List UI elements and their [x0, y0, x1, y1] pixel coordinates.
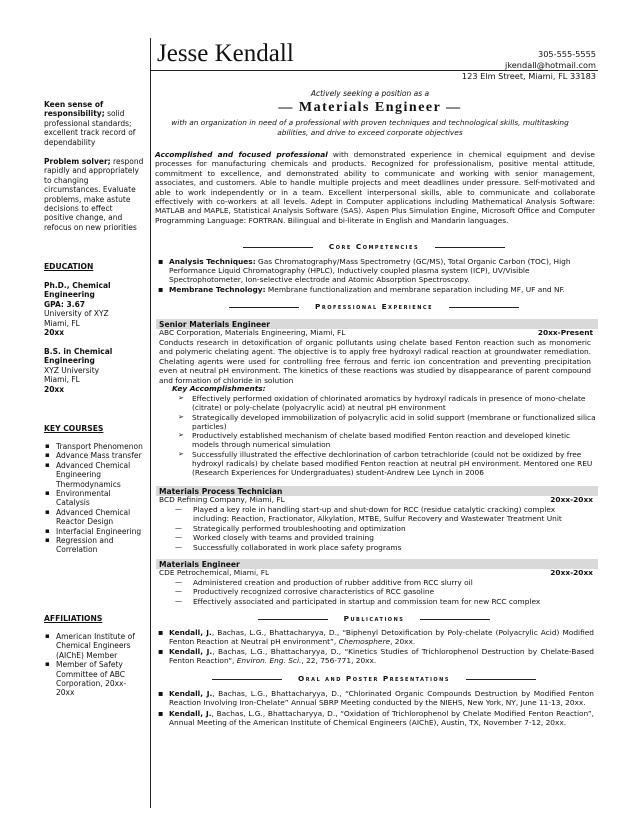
list-item: ▪ Transport Phenomenon — [44, 442, 144, 451]
list-item: ▪ Kendall, J., Bachas, L.G., Bhattacharyya, D., “Oxidation of Trichlorophenol by Chelate Modified Fenton Reaction”, Annual Meeting of the American Institute of Chemical Engineers (AIChE), Austin, TX, November 7-12, 20xx. — [158, 709, 594, 728]
list-item: ▪ Advanced Chemical Engineering Thermodynamics — [44, 461, 144, 489]
affiliation-list — [44, 632, 144, 698]
list-item: — Administered creation and production of rubber additive from RCC slurry oil — [175, 578, 593, 587]
job-company: ABC Corporation, Materials Engineering, Miami, FL 20xx-Present — [159, 328, 593, 337]
list-item: ▪ Advance Mass transfer — [44, 451, 144, 460]
list-item: ▪ Interfacial Engineering — [44, 527, 144, 536]
list-item: ▪ Advanced Chemical Reactor Design — [44, 508, 144, 527]
list-item: — Worked closely with teams and provided training — [175, 533, 593, 542]
phone: 305-555-5555 — [537, 49, 596, 59]
list-item: — Strategically performed troubleshooting and optimization — [175, 524, 593, 533]
job-dates: 20xx-Present — [537, 328, 593, 337]
accomplishment-list — [178, 394, 596, 478]
presentation-list — [158, 689, 594, 728]
duty-list — [175, 578, 593, 606]
section-heading-competencies: Core Competencies — [150, 242, 598, 251]
job-dates: 20xx-20xx — [550, 495, 593, 504]
objective-seeking: Actively seeking a position as a — [310, 89, 430, 98]
affiliations-heading: AFFILIATIONS — [44, 614, 103, 623]
list-item: ▪ Regression and Correlation — [44, 536, 144, 555]
list-item: ➢ Successfully illustrated the effective dechlorination of carbon tetrachloride (could not be oxidized by free hydroxyl radicals) by chelate based modified Fenton reaction at neutral pH environment. Mentored one REU (Research Experiences for Undergraduates) student-Andrew Lee Lynch in 2006 — [178, 450, 596, 478]
list-item: ▪ Member of Safety Committee of ABC Corporation, 20xx-20xx — [44, 660, 144, 698]
course-list — [44, 442, 144, 555]
summary-lead: Accomplished and focused professional — [155, 150, 328, 159]
education-heading: EDUCATION — [44, 262, 94, 271]
job-company: CDE Petrochemical, Miami, FL 20xx-20xx — [159, 568, 593, 577]
list-item: ▪ Kendall, J., Bachas, L.G., Bhattacharyya, D., “Biphenyl Detoxification by Poly-chelate (Polyacrylic Acid) Modified Fenton Reaction at Neutral pH environment”, Chemosphere, 20xx. — [158, 628, 594, 647]
duty-list — [175, 505, 593, 552]
trait-responsibility: Keen sense of responsibility; solid professional standards; excellent track record of dependability — [44, 100, 136, 147]
job-title: — Materials Engineer — — [278, 100, 462, 115]
job-description: Conducts research in detoxification of organic pollutants using chelate based Fenton reaction such as monomeric and polymeric chelating agent. The objective is to apply free hydroxyl radical reaction at groundwater remediation. Chelating agents were used for controlling free ferrous and ferric ion concentration and preventing precipitation even at neutral pH environment. The kinetics of these reactions was studied by disappearance of parent compound and formation of chloride in solution — [159, 338, 591, 385]
list-item: ➢ Effectively performed oxidation of chlorinated aromatics by hydroxyl radicals in presence of mono-chelate (citrate) or poly-chelate (polyacrylic acid) at neutral pH environment — [178, 394, 596, 413]
competency-list — [158, 257, 590, 294]
job-title-bar: Materials Engineer — [156, 559, 598, 569]
list-item: ▪ Kendall, J., Bachas, L.G., Bhattacharyya, D., “Chlorinated Organic Compounds Destruction by Modified Fenton Reaction Involving Iron-Chelate” Annual SBRP Meeting conducted by the NIEHS, New York, NY, June 11-13, 20xx. — [158, 689, 594, 708]
list-item: — Successfully collaborated in work place safety programs — [175, 543, 593, 552]
education-bs: B.S. in Chemical Engineering XYZ University Miami, FL 20xx — [44, 347, 113, 394]
section-heading-experience: Professional Experience — [150, 302, 598, 311]
objective-subtitle: with an organization in need of a professional with proven techniques and technological skills, multitasking abilities, and drive to exceed corporate objectives — [171, 118, 569, 137]
job-title-bar: Materials Process Technician — [156, 486, 598, 496]
job-company: BCD Refining Company, Miami, FL 20xx-20xx — [159, 495, 593, 504]
education-phd: Ph.D., Chemical Engineering GPA: 3.67 University of XYZ Miami, FL 20xx — [44, 281, 111, 338]
accomplishments-heading: Key Accomplishments: — [172, 384, 266, 393]
vertical-divider — [150, 38, 151, 808]
list-item: ▪ American Institute of Chemical Engineers (AIChE) Member — [44, 632, 144, 660]
professional-summary — [155, 150, 595, 225]
candidate-name: Jesse Kendall — [157, 40, 294, 67]
list-item: ➢ Productively established mechanism of chelate based modified Fenton reaction and developed kinetic models through numerical simulation — [178, 431, 596, 450]
courses-heading: KEY COURSES — [44, 424, 104, 433]
section-heading-publications: Publications — [150, 614, 598, 623]
list-item: — Effectively associated and participated in startup and commission team for new RCC complex — [175, 597, 593, 606]
publication-list — [158, 628, 594, 666]
address: 123 Elm Street, Miami, FL 33183 — [461, 71, 596, 81]
trait-problem-solver: Problem solver; respond rapidly and appropriately to changing circumstances. Evaluate problems, make astute decisions to effect positive change, and refocus on new priorities — [44, 157, 144, 232]
job-dates: 20xx-20xx — [550, 568, 593, 577]
job-title-bar: Senior Materials Engineer — [156, 319, 598, 329]
list-item: — Played a key role in handling start-up and shut-down for RCC (residue catalytic cracking) complex including: Reaction, Fractionator, Alkylation, MTBE, Sulfur Recovery and Wastewater Treatment Unit — [175, 505, 593, 524]
section-heading-presentations: Oral and Poster Presentations — [150, 674, 598, 683]
list-item: ▪ Membrane Technology: Membrane functionalization and membrane separation including MF, UF and NF. — [158, 285, 590, 294]
list-item: — Productively recognized corrosive characteristics of RCC gasoline — [175, 587, 593, 596]
list-item: ▪ Kendall, J., Bachas, L.G., Bhattacharyya, D., “Kinetics Studies of Trichlorophenol Destruction by Chelate-Based Fenton Reaction”, Environ. Eng. Sci., 22, 756-771, 20xx. — [158, 647, 594, 666]
summary-text: with demonstrated experience in chemical equipment and devise processes for manufacturing chemicals and products. Recognized for professionalism, positive mental attitude, commitment to excellence, and demonstrated ability to communicate and working with senior management, associates, and customers. Able to handle multiple projects and meet deadlines under pressure. Self-motivated and able to work independently or in a team. Excellent interpersonal skills, able to communicate and collaborate effectively with co-workers at all levels. Adept in Computer applications including Mathematical Analysis Software: MATLAB and MAPLE, Statistical Analysis Software (SAS). Aspen Plus Simulation Engine, Microsoft Office and Computer Programming Language: FORTRAN. Bilingual and bi-literate in English and Mandarin languages. — [155, 150, 595, 225]
list-item: ➢ Strategically developed immobilization of polyacrylic acid in solid support (membrane or functionalized silica particles) — [178, 413, 596, 432]
list-item: ▪ Analysis Techniques: Gas Chromatography/Mass Spectrometry (GC/MS), Total Organic Carbon (TOC), High Performance Liquid Chromatography (HPLC), Inductively coupled plasma system (ICP), UV/Visible Spectrophotometer, Ion-selective electrode and Atomic Absorption Spectroscopy. — [158, 257, 590, 285]
list-item: ▪ Environmental Catalysis — [44, 489, 144, 508]
email: jkendall@hotmail.com — [505, 60, 596, 70]
contact-block — [462, 49, 596, 82]
